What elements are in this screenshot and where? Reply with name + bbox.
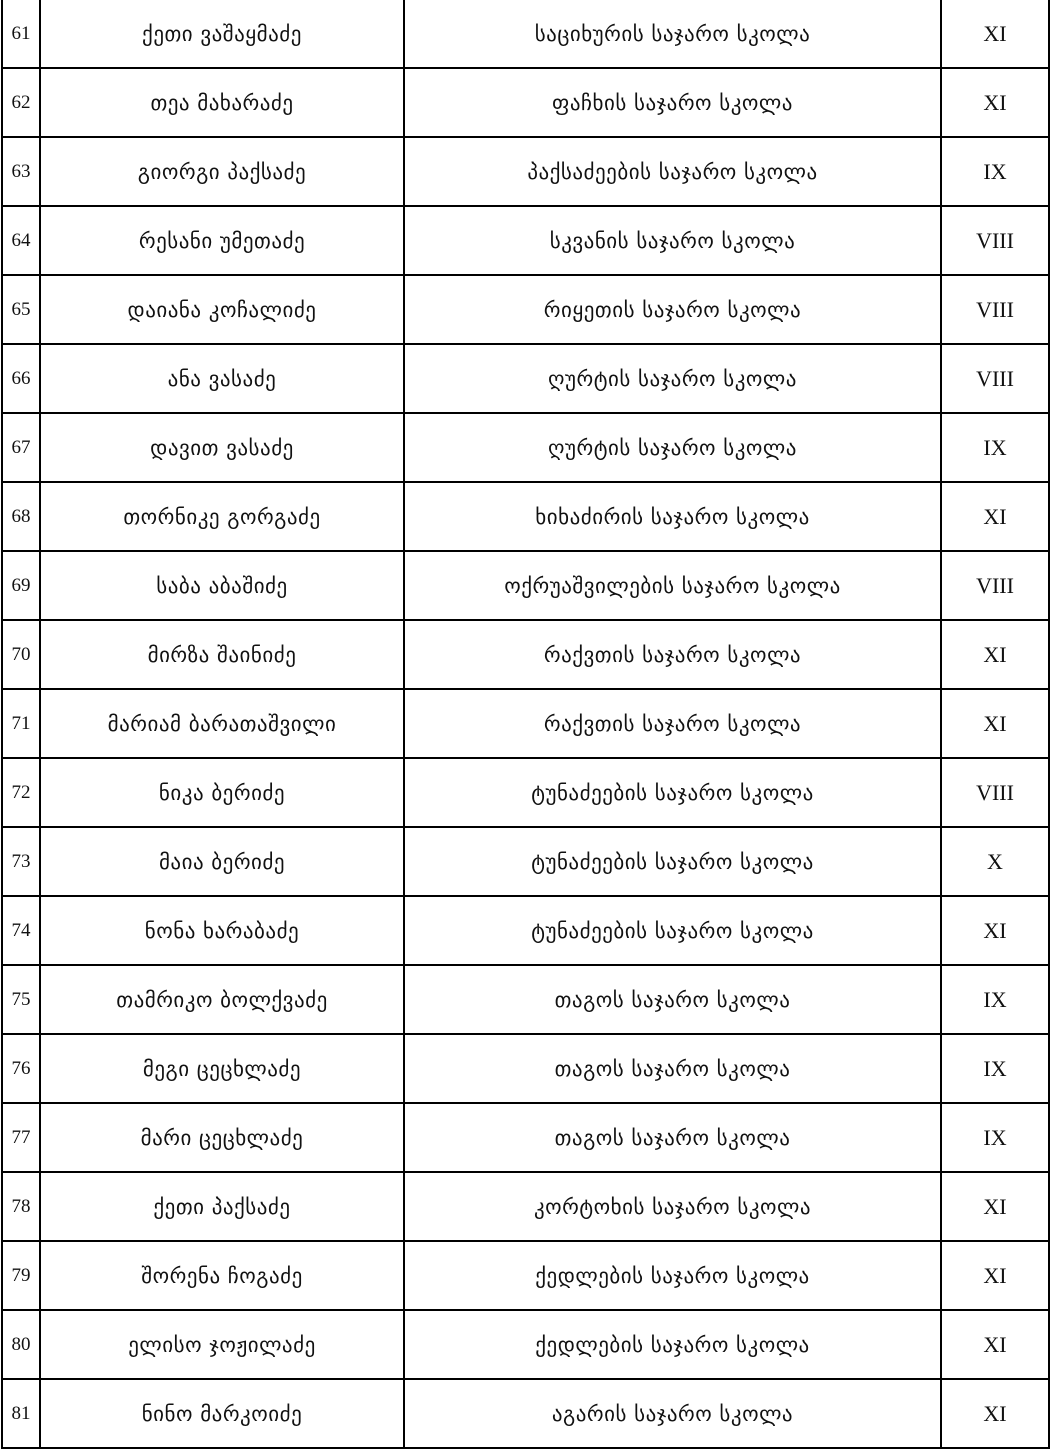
grade: XI bbox=[941, 0, 1049, 68]
school-name: ოქრუაშვილების საჯარო სკოლა bbox=[404, 551, 941, 620]
table-row bbox=[2, 551, 1049, 620]
school-name: ტუნაძეების საჯარო სკოლა bbox=[404, 896, 941, 965]
school-name: პაქსაძეების საჯარო სკოლა bbox=[404, 137, 941, 206]
row-number: 64 bbox=[2, 206, 40, 275]
table-row bbox=[2, 758, 1049, 827]
school-name: სკვანის საჯარო სკოლა bbox=[404, 206, 941, 275]
grade: XI bbox=[941, 689, 1049, 758]
grade: VIII bbox=[941, 758, 1049, 827]
row-number: 72 bbox=[2, 758, 40, 827]
row-number: 75 bbox=[2, 965, 40, 1034]
grade: XI bbox=[941, 1310, 1049, 1379]
table-row bbox=[2, 620, 1049, 689]
student-name: თამრიკო ბოლქვაძე bbox=[40, 965, 404, 1034]
row-number: 79 bbox=[2, 1241, 40, 1310]
grade: VIII bbox=[941, 551, 1049, 620]
student-name: ქეთი ვაშაყმაძე bbox=[40, 0, 404, 68]
grade: IX bbox=[941, 1034, 1049, 1103]
grade: XI bbox=[941, 482, 1049, 551]
grade: XI bbox=[941, 896, 1049, 965]
student-name: ანა ვასაძე bbox=[40, 344, 404, 413]
student-name: ნიკა ბერიძე bbox=[40, 758, 404, 827]
grade: VIII bbox=[941, 206, 1049, 275]
grade: IX bbox=[941, 413, 1049, 482]
school-name: კორტოხის საჯარო სკოლა bbox=[404, 1172, 941, 1241]
row-number: 81 bbox=[2, 1379, 40, 1448]
school-name: ქედლების საჯარო სკოლა bbox=[404, 1310, 941, 1379]
row-number: 78 bbox=[2, 1172, 40, 1241]
row-number: 66 bbox=[2, 344, 40, 413]
row-number: 69 bbox=[2, 551, 40, 620]
row-number: 65 bbox=[2, 275, 40, 344]
school-name: ტუნაძეების საჯარო სკოლა bbox=[404, 827, 941, 896]
student-name: თეა მახარაძე bbox=[40, 68, 404, 137]
table-row bbox=[2, 68, 1049, 137]
row-number: 71 bbox=[2, 689, 40, 758]
school-name: ტუნაძეების საჯარო სკოლა bbox=[404, 758, 941, 827]
student-name: ნინო მარკოიძე bbox=[40, 1379, 404, 1448]
school-name: ღურტის საჯარო სკოლა bbox=[404, 344, 941, 413]
school-name: ხიხაძირის საჯარო სკოლა bbox=[404, 482, 941, 551]
table-row bbox=[2, 482, 1049, 551]
student-name: მირზა შაინიძე bbox=[40, 620, 404, 689]
row-number: 62 bbox=[2, 68, 40, 137]
table-row bbox=[2, 275, 1049, 344]
student-name: ქეთი პაქსაძე bbox=[40, 1172, 404, 1241]
row-number: 68 bbox=[2, 482, 40, 551]
table-row bbox=[2, 1379, 1049, 1448]
table-row bbox=[2, 1172, 1049, 1241]
school-name: თაგოს საჯარო სკოლა bbox=[404, 965, 941, 1034]
school-name: რიყეთის საჯარო სკოლა bbox=[404, 275, 941, 344]
grade: XI bbox=[941, 1379, 1049, 1448]
school-name: ღურტის საჯარო სკოლა bbox=[404, 413, 941, 482]
row-number: 67 bbox=[2, 413, 40, 482]
student-name: მაია ბერიძე bbox=[40, 827, 404, 896]
grade: IX bbox=[941, 137, 1049, 206]
grade: VIII bbox=[941, 344, 1049, 413]
school-name: თაგოს საჯარო სკოლა bbox=[404, 1034, 941, 1103]
student-name: თორნიკე გორგაძე bbox=[40, 482, 404, 551]
student-name: დაიანა კოჩალიძე bbox=[40, 275, 404, 344]
grade: VIII bbox=[941, 275, 1049, 344]
grade: XI bbox=[941, 620, 1049, 689]
table-row bbox=[2, 827, 1049, 896]
row-number: 70 bbox=[2, 620, 40, 689]
table-row bbox=[2, 413, 1049, 482]
school-name: ქედლების საჯარო სკოლა bbox=[404, 1241, 941, 1310]
student-name: საბა აბაშიძე bbox=[40, 551, 404, 620]
row-number: 74 bbox=[2, 896, 40, 965]
school-name: რაქვთის საჯარო სკოლა bbox=[404, 689, 941, 758]
row-number: 73 bbox=[2, 827, 40, 896]
student-name: მარიამ ბარათაშვილი bbox=[40, 689, 404, 758]
grade: XI bbox=[941, 1241, 1049, 1310]
grade: XI bbox=[941, 1172, 1049, 1241]
participants-table-body bbox=[2, 0, 1049, 1448]
grade: XI bbox=[941, 68, 1049, 137]
student-name: რესანი უმეთაძე bbox=[40, 206, 404, 275]
row-number: 77 bbox=[2, 1103, 40, 1172]
school-name: აგარის საჯარო სკოლა bbox=[404, 1379, 941, 1448]
grade: IX bbox=[941, 965, 1049, 1034]
participants-table bbox=[1, 0, 1050, 1449]
grade: X bbox=[941, 827, 1049, 896]
table-row bbox=[2, 1241, 1049, 1310]
table-row bbox=[2, 0, 1049, 68]
table-row bbox=[2, 1034, 1049, 1103]
table-row bbox=[2, 689, 1049, 758]
grade: IX bbox=[941, 1103, 1049, 1172]
school-name: რაქვთის საჯარო სკოლა bbox=[404, 620, 941, 689]
student-name: მეგი ცეცხლაძე bbox=[40, 1034, 404, 1103]
table-row bbox=[2, 206, 1049, 275]
table-row bbox=[2, 896, 1049, 965]
row-number: 61 bbox=[2, 0, 40, 68]
table-row bbox=[2, 137, 1049, 206]
table-row bbox=[2, 1310, 1049, 1379]
table-row bbox=[2, 344, 1049, 413]
row-number: 63 bbox=[2, 137, 40, 206]
student-name: შორენა ჩოგაძე bbox=[40, 1241, 404, 1310]
table-row bbox=[2, 965, 1049, 1034]
school-name: თაგოს საჯარო სკოლა bbox=[404, 1103, 941, 1172]
row-number: 76 bbox=[2, 1034, 40, 1103]
row-number: 80 bbox=[2, 1310, 40, 1379]
student-name: მარი ცეცხლაძე bbox=[40, 1103, 404, 1172]
student-name: ელისო ჯოჟილაძე bbox=[40, 1310, 404, 1379]
table-row bbox=[2, 1103, 1049, 1172]
student-name: გიორგი პაქსაძე bbox=[40, 137, 404, 206]
student-name: დავით ვასაძე bbox=[40, 413, 404, 482]
student-name: ნონა ხარაბაძე bbox=[40, 896, 404, 965]
school-name: ფაჩხის საჯარო სკოლა bbox=[404, 68, 941, 137]
school-name: საციხურის საჯარო სკოლა bbox=[404, 0, 941, 68]
